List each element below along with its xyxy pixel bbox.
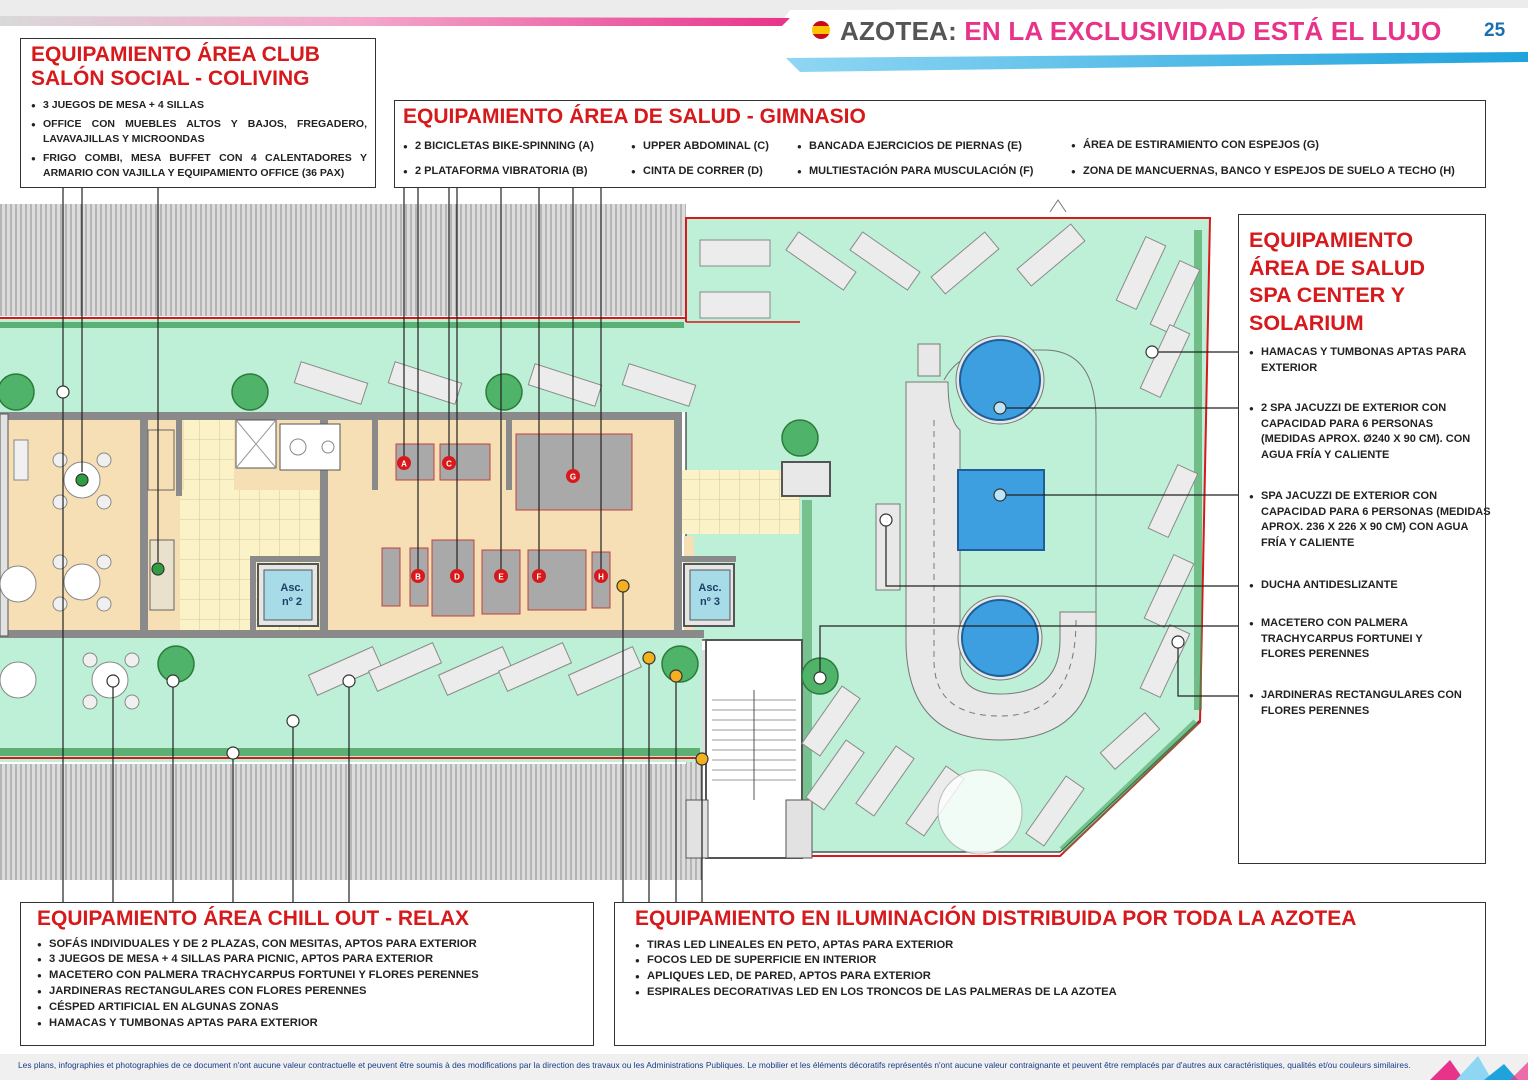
marker-h: H [598, 572, 604, 582]
list-item: ● 3 JUEGOS DE MESA + 4 SILLAS [31, 98, 367, 113]
lighting-list [635, 938, 1477, 1002]
page-title-prefix: AZOTEA: [840, 16, 957, 46]
list-item: ● MACETERO CON PALMERA TRACHYCARPUS FORTUNEI Y FLORES PERENNES [1249, 616, 1451, 663]
spa-area-title-line: SPA CENTER Y [1249, 283, 1406, 308]
lighting-callout [614, 902, 1486, 1046]
footer-decoration [1420, 1054, 1528, 1080]
marker-f: F [536, 572, 542, 582]
gym-area-list [403, 129, 1477, 183]
list-item: ● JARDINERAS RECTANGULARES CON FLORES PERENNES [37, 984, 585, 1000]
club-area-callout [20, 38, 376, 188]
marker-c: C [446, 459, 452, 469]
gym-area-title: EQUIPAMIENTO ÁREA DE SALUD - GIMNASIO [403, 105, 866, 128]
spa-area-title [1249, 227, 1475, 337]
spa-area-title-line: EQUIPAMIENTO [1249, 228, 1414, 252]
elevator-3-label-a: Asc. [698, 582, 722, 594]
list-item: ● CINTA DE CORRER (D) [631, 164, 763, 180]
marker-g: G [569, 472, 577, 482]
list-item: ● DUCHA ANTIDESLIZANTE [1249, 578, 1487, 594]
elevator-3-label-b: nº 3 [700, 596, 720, 608]
marker-b: B [415, 572, 421, 582]
club-area-list [31, 98, 367, 181]
list-item: ● ESPIRALES DECORATIVAS LED EN LOS TRONCOS DE LAS PALMERAS DE LA AZOTEA [635, 985, 1477, 1001]
list-item: ● BANCADA EJERCICIOS DE PIERNAS (E) [797, 139, 1022, 155]
list-item: ● 3 JUEGOS DE MESA + 4 SILLAS PARA PICNIC, APTOS PARA EXTERIOR [37, 952, 585, 968]
list-item: ● APLIQUES LED, DE PARED, APTOS PARA EXTERIOR [635, 969, 1477, 985]
club-area-title-line1: EQUIPAMIENTO ÁREA CLUB [31, 43, 320, 66]
page-number: 25 [1484, 20, 1506, 41]
list-item: ● SOFÁS INDIVIDUALES Y DE 2 PLAZAS, CON MESITAS, APTOS PARA EXTERIOR [37, 937, 585, 953]
list-item: ● MULTIESTACIÓN PARA MUSCULACIÓN (F) [797, 164, 1033, 180]
page-title-accent: EN LA EXCLUSIVIDAD ESTÁ EL LUJO [964, 16, 1442, 46]
list-item: ● ÁREA DE ESTIRAMIENTO CON ESPEJOS (G) [1071, 138, 1319, 154]
marker-a: A [401, 459, 407, 469]
marker-e: E [498, 572, 504, 582]
marker-d: D [454, 572, 460, 582]
elevator-2-label-b: nº 2 [282, 596, 302, 608]
elevator-2-label-a: Asc. [280, 582, 304, 594]
chill-out-area-callout [20, 902, 594, 1046]
list-item: ● SPA JACUZZI DE EXTERIOR CON CAPACIDAD PARA 6 PERSONAS (MEDIDAS APROX. 236 X 226 X 90 CM) CON AGUA FRÍA Y CALIENTE [1249, 489, 1491, 551]
list-item: ● CÉSPED ARTIFICIAL EN ALGUNAS ZONAS [37, 1000, 585, 1016]
club-area-title [31, 43, 367, 90]
list-item: ● 2 SPA JACUZZI DE EXTERIOR CON CAPACIDAD PARA 6 PERSONAS (MEDIDAS APROX. Ø240 X 90 CM). CON AGUA FRÍA Y CALIENTE [1249, 401, 1487, 463]
list-item: ● FRIGO COMBI, MESA BUFFET CON 4 CALENTADORES Y ARMARIO CON VAJILLA Y EQUIPAMIENTO OFFICE (36 PAX) [31, 151, 367, 181]
list-item: ● OFFICE CON MUEBLES ALTOS Y BAJOS, FREGADERO, LAVAVAJILLAS Y MICROONDAS [31, 117, 367, 147]
list-item: ● TIRAS LED LINEALES EN PETO, APTAS PARA EXTERIOR [635, 938, 1477, 954]
spa-area-title-line: ÁREA DE SALUD [1249, 255, 1425, 280]
gym-area-callout [394, 100, 1486, 188]
lighting-title: EQUIPAMIENTO EN ILUMINACIÓN DISTRIBUIDA POR TODA LA AZOTEA [635, 907, 1357, 930]
list-item: ● MACETERO CON PALMERA TRACHYCARPUS FORTUNEI Y FLORES PERENNES [37, 968, 585, 984]
list-item: ● HAMACAS Y TUMBONAS APTAS PARA EXTERIOR [1249, 345, 1487, 376]
list-item: ● HAMACAS Y TUMBONAS APTAS PARA EXTERIOR [37, 1016, 585, 1032]
chill-out-area-title: EQUIPAMIENTO ÁREA CHILL OUT - RELAX [37, 907, 470, 930]
chill-out-area-list [37, 937, 585, 1032]
club-area-title-line2: SALÓN SOCIAL - COLIVING [31, 66, 310, 90]
list-item: ● UPPER ABDOMINAL (C) [631, 139, 769, 155]
list-item: ● FOCOS LED DE SUPERFICIE EN INTERIOR [635, 953, 1477, 969]
spa-area-callout [1238, 214, 1491, 864]
spa-area-title-line: SOLARIUM [1249, 310, 1364, 335]
list-item: ● 2 PLATAFORMA VIBRATORIA (B) [403, 164, 588, 180]
list-item: ● 2 BICICLETAS BIKE-SPINNING (A) [403, 139, 594, 155]
list-item: ● JARDINERAS RECTANGULARES CON FLORES PERENNES [1249, 688, 1487, 719]
list-item: ● ZONA DE MANCUERNAS, BANCO Y ESPEJOS DE SUELO A TECHO (H) [1071, 164, 1455, 180]
legal-disclaimer: Les plans, infographies et photographies de ce document n'ont aucune valeur contractuelle et peuvent être soumis à des modifications par la direction des travaux ou les Administrations Publiques. Le mobilier et les éléments décoratifs représentés n'ont aucune valeur contraignante et peuvent être remplacés par d'autres aux caractéristiques, qualités et/ou couleurs similaires. [18, 1060, 1411, 1070]
